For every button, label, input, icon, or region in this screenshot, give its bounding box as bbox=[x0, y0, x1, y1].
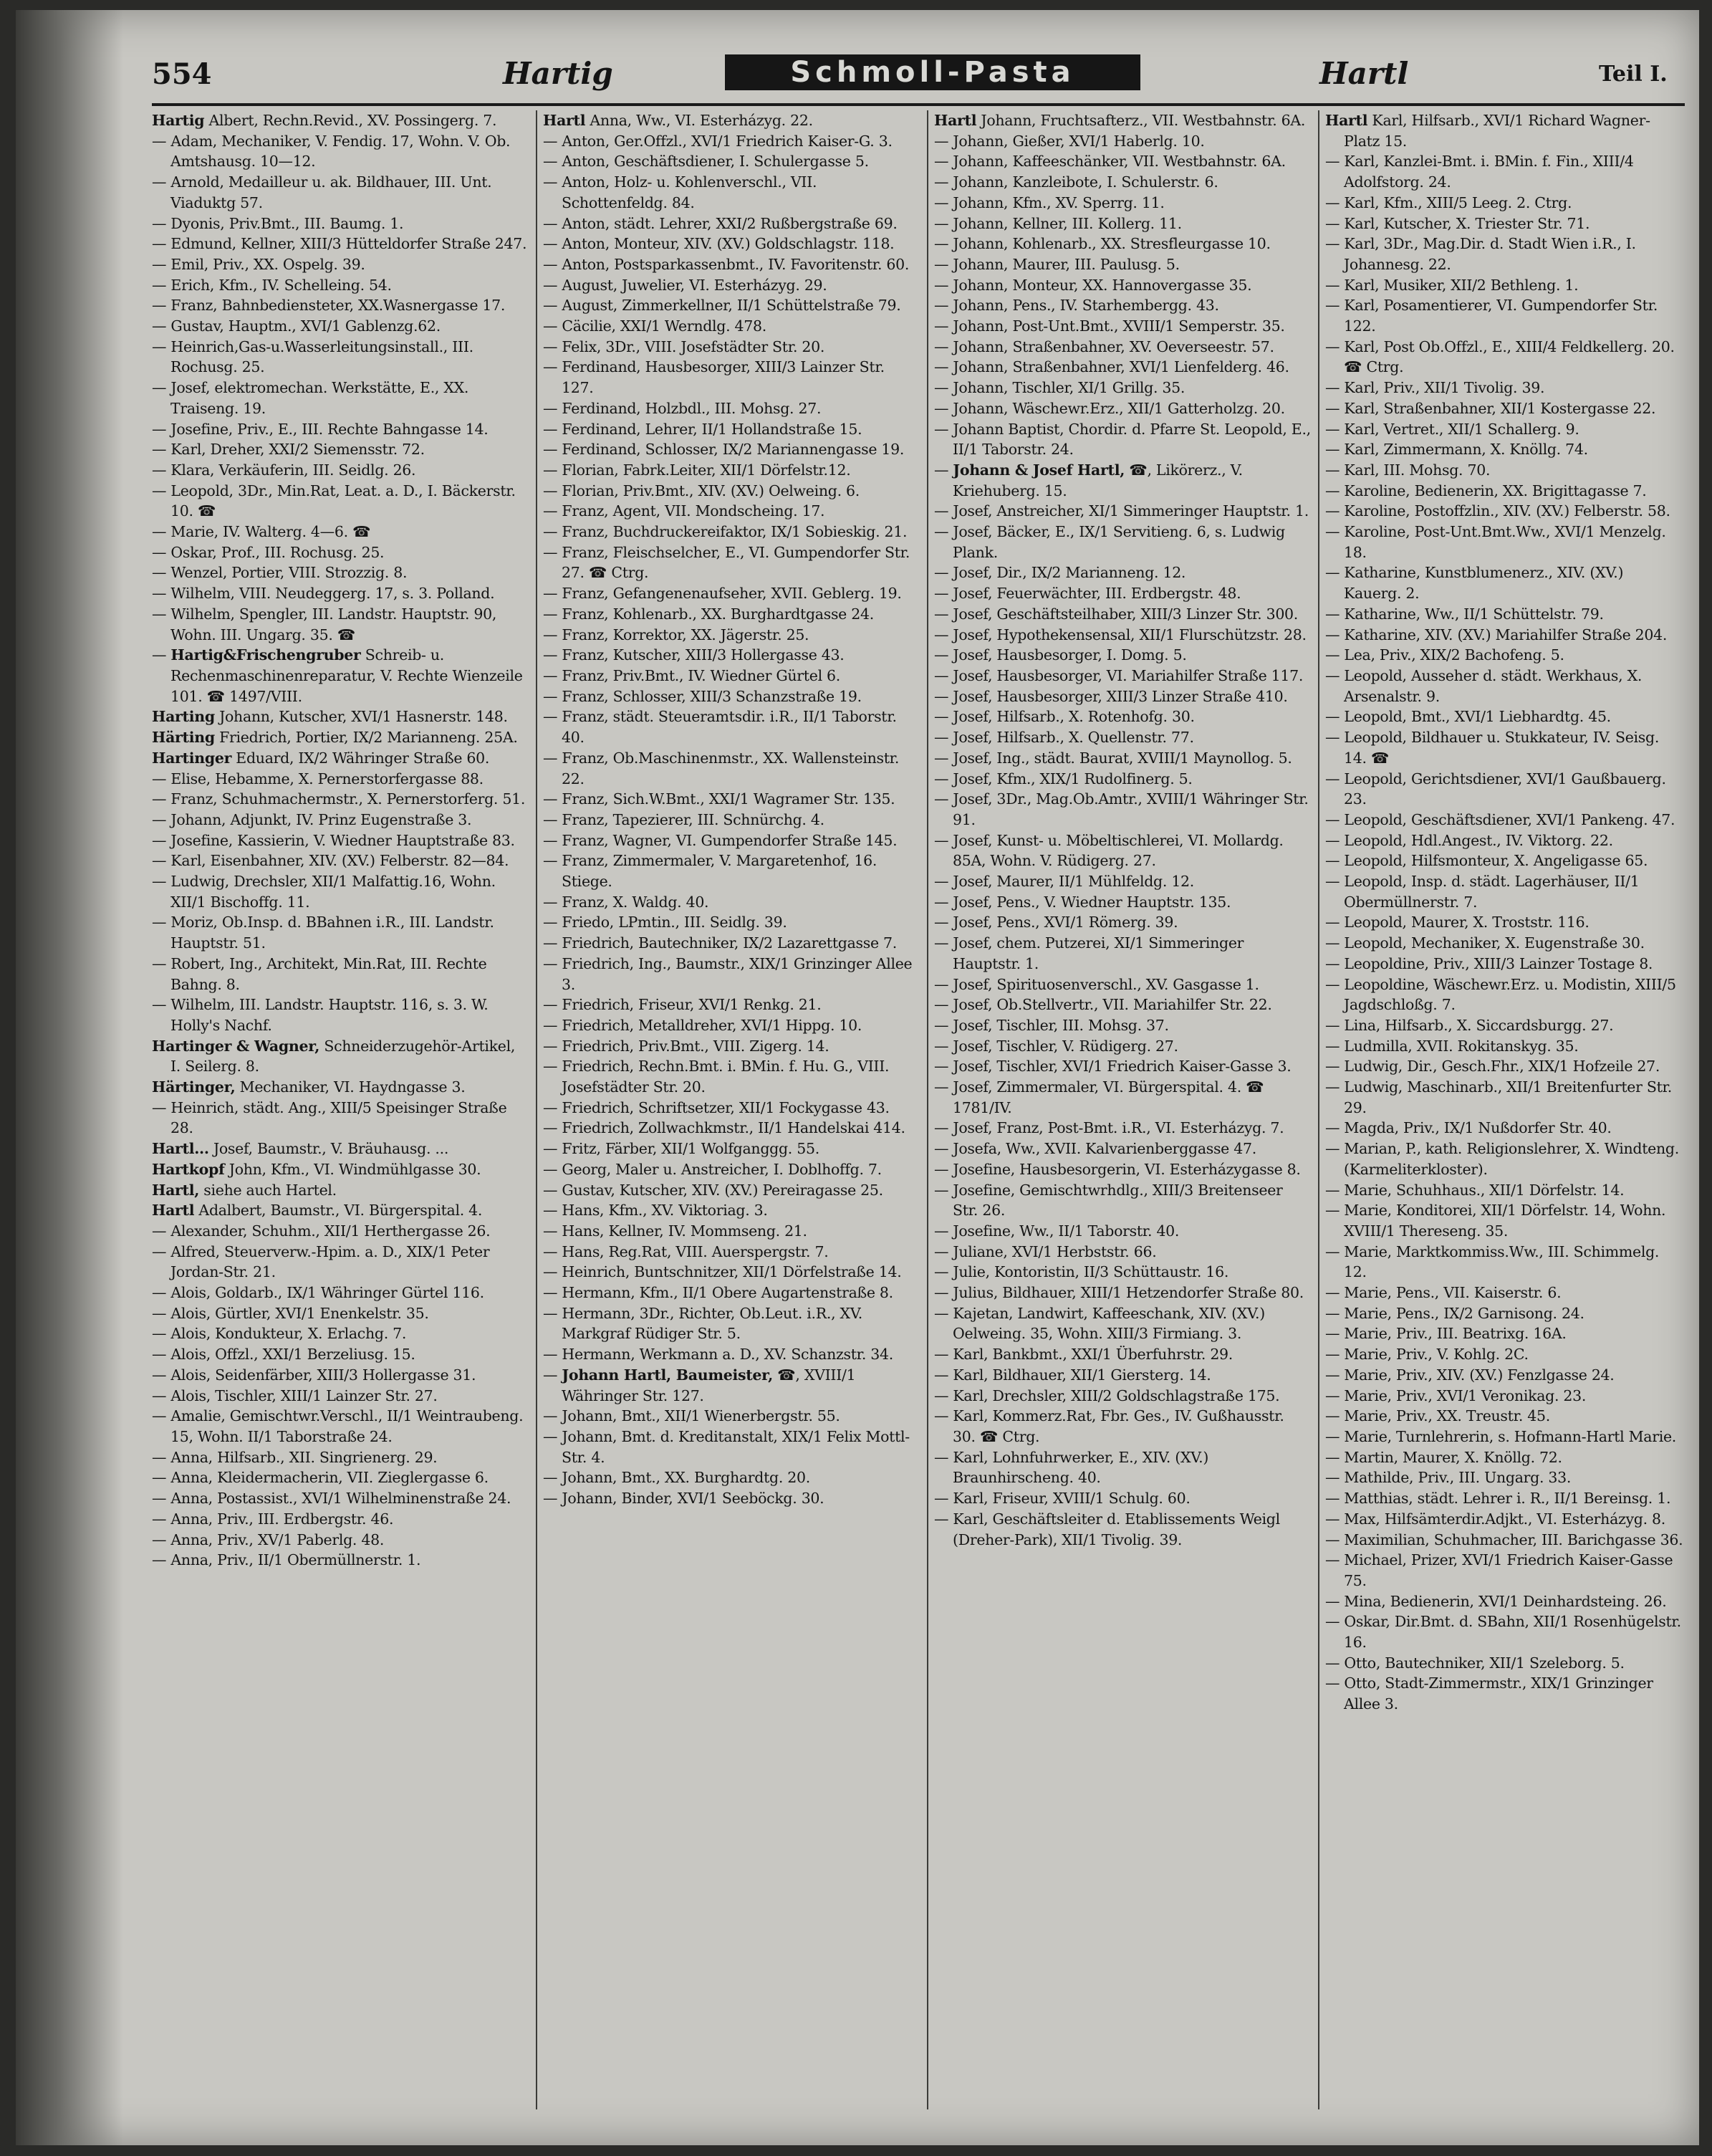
directory-entry: — Leopold, Bmt., XVI/1 Liebhardtg. 45. bbox=[1325, 708, 1611, 726]
directory-entry: — Wenzel, Portier, VIII. Strozzig. 8. bbox=[152, 564, 408, 582]
directory-entry: — Felix, 3Dr., VIII. Josefstädter Str. 20. bbox=[543, 337, 825, 355]
directory-entry: — Franz, Bahnbediensteter, XX.Wasnergasse 17. bbox=[152, 297, 506, 315]
directory-entry: — Leopoldine, Wäschewr.Erz. u. Modistin, XIII/5 Jagdschloßg. 7. bbox=[1325, 975, 1676, 1014]
directory-entry: — Johann, Monteur, XX. Hannovergasse 35. bbox=[934, 276, 1252, 294]
directory-entry: — Moriz, Ob.Insp. d. BBahnen i.R., III. Landstr. Hauptstr. 51. bbox=[152, 914, 494, 952]
directory-entry: — Josef, Hausbesorger, VI. Mariahilfer Straße 117. bbox=[934, 666, 1304, 684]
directory-entry: — Josef, Hilfsarb., X. Rotenhofg. 30. bbox=[934, 708, 1195, 726]
directory-entry: — Gustav, Kutscher, XIV. (XV.) Pereiragasse 25. bbox=[543, 1181, 883, 1199]
directory-entry: — Marie, Konditorei, XII/1 Dörfelstr. 14, Wohn. XVIII/1 Thereseng. 35. bbox=[1325, 1202, 1666, 1240]
directory-entry: — Gustav, Hauptm., XVI/1 Gablenzg.62. bbox=[152, 317, 441, 335]
directory-entry: — Josefine, Priv., E., III. Rechte Bahngasse 14. bbox=[152, 420, 489, 438]
directory-entry: — Marie, Pens., IX/2 Garnisong. 24. bbox=[1325, 1304, 1584, 1322]
directory-entry: — Johann Hartl, Baumeister, ☎, XVIII/1 Währinger Str. 127. bbox=[543, 1366, 856, 1404]
directory-entry: — Karl, Post Ob.Offzl., E., XIII/4 Feldkellerg. 20. ☎ Ctrg. bbox=[1325, 337, 1675, 376]
directory-entry: — Marie, IV. Walterg. 4—6. ☎ bbox=[152, 523, 371, 541]
directory-entry: — Anton, Holz- u. Kohlenverschl., VII. Schottenfeldg. 84. bbox=[543, 173, 817, 211]
directory-entry: — Franz, Buchdruckereifaktor, IX/1 Sobieskig. 21. bbox=[543, 523, 908, 541]
directory-entry: — Alois, Seidenfärber, XIII/3 Hollergasse 31. bbox=[152, 1366, 476, 1384]
directory-entry: — Josef, Franz, Post-Bmt. i.R., VI. Esterházyg. 7. bbox=[934, 1119, 1284, 1137]
directory-entry: Hartkopf John, Kfm., VI. Windmühlgasse 30. bbox=[152, 1160, 481, 1178]
directory-entry: — Adam, Mechaniker, V. Fendig. 17, Wohn. V. Ob. Amtshausg. 10—12. bbox=[152, 132, 511, 171]
directory-entry: Harting Johann, Kutscher, XVI/1 Hasnerstr. 148. bbox=[152, 708, 508, 726]
directory-entry: — Franz, Kutscher, XIII/3 Hollergasse 43. bbox=[543, 646, 845, 664]
directory-entry: — Martin, Maurer, X. Knöllg. 72. bbox=[1325, 1448, 1562, 1466]
directory-entry: — Josef, Pens., XVI/1 Römerg. 39. bbox=[934, 914, 1178, 931]
directory-entry: — Karl, Kfm., XIII/5 Leeg. 2. Ctrg. bbox=[1325, 193, 1572, 211]
directory-entry: — Heinrich, städt. Ang., XIII/5 Speisinger Straße 28. bbox=[152, 1098, 507, 1137]
header-right-keyword: Hartl bbox=[1319, 56, 1409, 91]
directory-entry: — Georg, Maler u. Anstreicher, I. Doblhoffg. 7. bbox=[543, 1160, 882, 1178]
directory-entry: — Friedrich, Rechn.Bmt. i. BMin. f. Hu. G., VIII. Josefstädter Str. 20. bbox=[543, 1058, 890, 1096]
directory-entry: — Franz, Priv.Bmt., IV. Wiedner Gürtel 6. bbox=[543, 666, 841, 684]
directory-entry: — Heinrich,Gas-u.Wasserleitungsinstall., III. Rochusg. 25. bbox=[152, 337, 473, 376]
directory-entry: — Matthias, städt. Lehrer i. R., II/1 Bereinsg. 1. bbox=[1325, 1490, 1671, 1508]
directory-entry: Hartl Johann, Fruchtsafterz., VII. Westbahnstr. 6A. bbox=[934, 112, 1306, 129]
directory-entry: — Johann, Bmt., XII/1 Wienerbergstr. 55. bbox=[543, 1407, 840, 1425]
directory-entry: — Edmund, Kellner, XIII/3 Hütteldorfer Straße 247. bbox=[152, 235, 527, 253]
directory-entry: — Josef, Ob.Stellvertr., VII. Mariahilfer Str. 22. bbox=[934, 996, 1272, 1014]
directory-entry: — Magda, Priv., IX/1 Nußdorfer Str. 40. bbox=[1325, 1119, 1612, 1137]
directory-entry: — Anton, städt. Lehrer, XXI/2 Rußbergstraße 69. bbox=[543, 214, 898, 232]
directory-entry: — Cäcilie, XXI/1 Werndlg. 478. bbox=[543, 317, 767, 335]
directory-entry: — Josef, Kfm., XIX/1 Rudolfinerg. 5. bbox=[934, 770, 1193, 787]
directory-entry: — Franz, Korrektor, XX. Jägerstr. 25. bbox=[543, 626, 809, 643]
column-divider bbox=[927, 110, 928, 2109]
directory-entry: — Maximilian, Schuhmacher, III. Barichgasse 36. bbox=[1325, 1530, 1683, 1548]
directory-entry: — Julius, Bildhauer, XIII/1 Hetzendorfer Straße 80. bbox=[934, 1284, 1304, 1302]
directory-entry: — Karl, Lohnfuhrwerker, E., XIV. (XV.) Braunhirscheng. 40. bbox=[934, 1448, 1209, 1487]
directory-entry: Hartinger Eduard, IX/2 Währinger Straße 60. bbox=[152, 749, 490, 767]
directory-entry: — Josef, Hilfsarb., X. Quellenstr. 77. bbox=[934, 729, 1194, 747]
directory-entry: — Johann, Straßenbahner, XV. Oeverseestr. 57. bbox=[934, 337, 1274, 355]
directory-entry: — Ferdinand, Holzbdl., III. Mohsg. 27. bbox=[543, 399, 822, 417]
directory-entry: — Karl, Friseur, XVIII/1 Schulg. 60. bbox=[934, 1490, 1191, 1508]
directory-entry: — Franz, Zimmermaler, V. Margaretenhof, 16. Stiege. bbox=[543, 852, 877, 891]
directory-entry: — Anna, Hilfsarb., XII. Singrienerg. 29. bbox=[152, 1448, 438, 1466]
directory-entry: — Johann & Josef Hartl, ☎, Likörerz., V. Kriehuberg. 15. bbox=[934, 461, 1243, 499]
directory-entry: — Alois, Goldarb., IX/1 Währinger Gürtel 116. bbox=[152, 1284, 484, 1302]
directory-entry: — Otto, Stadt-Zimmermstr., XIX/1 Grinzinger Allee 3. bbox=[1325, 1675, 1653, 1713]
directory-entry: — Marie, Priv., XVI/1 Veronikag. 23. bbox=[1325, 1386, 1587, 1404]
directory-entry: Härtinger, Mechaniker, VI. Haydngasse 3. bbox=[152, 1078, 466, 1096]
directory-entry: — Karl, Zimmermann, X. Knöllg. 74. bbox=[1325, 441, 1588, 459]
directory-page bbox=[16, 10, 1699, 2145]
directory-entry: — Ferdinand, Lehrer, II/1 Hollandstraße 15. bbox=[543, 420, 862, 438]
directory-entry: — Franz, Ob.Maschinenmstr., XX. Wallensteinstr. 22. bbox=[543, 749, 900, 787]
directory-entry: — Franz, Gefangenenaufseher, XVII. Geblerg. 19. bbox=[543, 585, 902, 603]
directory-entry: — Franz, Schuhmachermstr., X. Pernerstorferg. 51. bbox=[152, 790, 526, 808]
directory-entry: — Lea, Priv., XIX/2 Bachofeng. 5. bbox=[1325, 646, 1564, 664]
column-2 bbox=[543, 110, 920, 2109]
directory-entry: — Franz, Fleischselcher, E., VI. Gumpendorfer Str. 27. ☎ Ctrg. bbox=[543, 543, 910, 582]
directory-entry: — Karl, Kutscher, X. Triester Str. 71. bbox=[1325, 214, 1590, 232]
directory-entry: — Franz, Wagner, VI. Gumpendorfer Straße 145. bbox=[543, 831, 898, 849]
directory-entry: — Friedrich, Ing., Baumstr., XIX/1 Grinzinger Allee 3. bbox=[543, 954, 913, 993]
directory-entry: — Heinrich, Buntschnitzer, XII/1 Dörfelstraße 14. bbox=[543, 1263, 902, 1281]
directory-entry: — August, Juwelier, VI. Esterházyg. 29. bbox=[543, 276, 827, 294]
directory-entry: — Johann, Kellner, III. Kollerg. 11. bbox=[934, 214, 1182, 232]
directory-entry: — Josef, Hausbesorger, XIII/3 Linzer Straße 410. bbox=[934, 687, 1288, 705]
directory-entry: — Emil, Priv., XX. Ospelg. 39. bbox=[152, 255, 365, 273]
directory-entry: — Johann, Bmt. d. Kreditanstalt, XIX/1 Felix Mottl-Str. 4. bbox=[543, 1428, 910, 1466]
directory-entry: — Alois, Gürtler, XVI/1 Enenkelstr. 35. bbox=[152, 1304, 429, 1322]
directory-entry: — Leopold, Gerichtsdiener, XVI/1 Gaußbauerg. 23. bbox=[1325, 770, 1666, 808]
directory-entry: — Marian, P., kath. Religionslehrer, X. Windteng. (Karmeliterkloster). bbox=[1325, 1140, 1679, 1178]
directory-entry: — Ludwig, Drechsler, XII/1 Malfattig.16, Wohn. XII/1 Bischoffg. 11. bbox=[152, 873, 496, 911]
directory-entry: — Wilhelm, Spengler, III. Landstr. Hauptstr. 90, Wohn. III. Ungarg. 35. ☎ bbox=[152, 605, 497, 643]
directory-entry: — Karl, Drechsler, XIII/2 Goldschlagstraße 175. bbox=[934, 1386, 1280, 1404]
directory-entry: Hartl Karl, Hilfsarb., XVI/1 Richard Wagner-Platz 15. bbox=[1325, 112, 1650, 150]
advertisement-banner: Schmoll-Pasta bbox=[725, 54, 1140, 90]
directory-entry: — Johann, Kaffeeschänker, VII. Westbahnstr. 6A. bbox=[934, 153, 1286, 171]
directory-entry: — Friedrich, Friseur, XVI/1 Renkg. 21. bbox=[543, 996, 822, 1014]
directory-columns bbox=[152, 110, 1685, 2109]
directory-entry: — Karl, Kanzlei-Bmt. i. BMin. f. Fin., XIII/4 Adolfstorg. 24. bbox=[1325, 153, 1634, 191]
directory-entry: — Friedo, LPmtin., III. Seidlg. 39. bbox=[543, 914, 787, 931]
directory-entry: — Alois, Tischler, XIII/1 Lainzer Str. 27. bbox=[152, 1386, 438, 1404]
directory-entry: — Josef, Tischler, III. Mohsg. 37. bbox=[934, 1016, 1169, 1034]
directory-entry: — Leopold, Maurer, X. Troststr. 116. bbox=[1325, 914, 1590, 931]
directory-entry: — Josefa, Ww., XVII. Kalvarienberggasse 47. bbox=[934, 1140, 1256, 1158]
directory-entry: — Leopold, Hdl.Angest., IV. Viktorg. 22. bbox=[1325, 831, 1613, 849]
directory-entry: — Karoline, Post-Unt.Bmt.Ww., XVI/1 Menzelg. 18. bbox=[1325, 523, 1666, 561]
directory-entry: — Franz, Tapezierer, III. Schnürchg. 4. bbox=[543, 810, 824, 828]
directory-entry: — Kajetan, Landwirt, Kaffeeschank, XIV. (XV.) Oelweing. 35, Wohn. XIII/3 Firmiang. 3. bbox=[934, 1304, 1265, 1343]
directory-entry: — Ludwig, Maschinarb., XII/1 Breitenfurter Str. 29. bbox=[1325, 1078, 1672, 1116]
directory-entry: — Josef, Kunst- u. Möbeltischlerei, VI. Mollardg. 85A, Wohn. V. Rüdigerg. 27. bbox=[934, 831, 1284, 870]
directory-entry: — Karl, III. Mohsg. 70. bbox=[1325, 461, 1491, 479]
directory-entry: — Marie, Priv., III. Beatrixg. 16A. bbox=[1325, 1325, 1567, 1343]
directory-entry: — Anton, Geschäftsdiener, I. Schulergasse 5. bbox=[543, 153, 869, 171]
page-number: 554 bbox=[152, 57, 212, 91]
directory-entry: — Josef, Ing., städt. Baurat, XVIII/1 Maynollog. 5. bbox=[934, 749, 1292, 767]
directory-entry: — Johann, Pens., IV. Starhembergg. 43. bbox=[934, 297, 1219, 315]
directory-entry: — Franz, städt. Steueramtsdir. i.R., II/1 Taborstr. 40. bbox=[543, 708, 897, 747]
directory-entry: — Anna, Postassist., XVI/1 Wilhelminenstraße 24. bbox=[152, 1490, 511, 1508]
directory-entry: — Michael, Prizer, XVI/1 Friedrich Kaiser-Gasse 75. bbox=[1325, 1551, 1673, 1589]
directory-entry: — Lina, Hilfsarb., X. Siccardsburgg. 27. bbox=[1325, 1016, 1614, 1034]
page-header bbox=[152, 53, 1685, 103]
column-divider bbox=[1318, 110, 1319, 2109]
directory-entry: — Hans, Kellner, IV. Mommseng. 21. bbox=[543, 1222, 807, 1240]
directory-entry: — Karl, Priv., XII/1 Tivolig. 39. bbox=[1325, 379, 1545, 397]
directory-entry: — Leopold, 3Dr., Min.Rat, Leat. a. D., I. Bäckerstr. 10. ☎ bbox=[152, 481, 516, 520]
directory-entry: — Marie, Priv., V. Kohlg. 2C. bbox=[1325, 1346, 1529, 1364]
directory-entry: — Dyonis, Priv.Bmt., III. Baumg. 1. bbox=[152, 214, 404, 232]
directory-entry: — Josef, elektromechan. Werkstätte, E., XX. Traiseng. 19. bbox=[152, 379, 469, 417]
directory-entry: — Josef, chem. Putzerei, XI/1 Simmeringer Hauptstr. 1. bbox=[934, 934, 1244, 972]
directory-entry: — Franz, Agent, VII. Mondscheing. 17. bbox=[543, 502, 825, 520]
directory-entry: — Florian, Fabrk.Leiter, XII/1 Dörfelstr.12. bbox=[543, 461, 851, 479]
column-3 bbox=[934, 110, 1311, 2109]
directory-entry: — Juliane, XVI/1 Herbststr. 66. bbox=[934, 1242, 1157, 1260]
directory-entry: — Amalie, Gemischtwr.Verschl., II/1 Weintraubeng. 15, Wohn. II/1 Taborstraße 24. bbox=[152, 1407, 524, 1445]
directory-entry: Hartl Adalbert, Baumstr., VI. Bürgerspital. 4. bbox=[152, 1202, 483, 1220]
directory-entry: Hartl, siehe auch Hartel. bbox=[152, 1181, 337, 1199]
directory-entry: — Arnold, Medailleur u. ak. Bildhauer, III. Unt. Viaduktg 57. bbox=[152, 173, 492, 211]
directory-entry: — Johann, Adjunkt, IV. Prinz Eugenstraße 3. bbox=[152, 810, 472, 828]
directory-entry: — Marie, Pens., VII. Kaiserstr. 6. bbox=[1325, 1284, 1562, 1302]
directory-entry: — Johann Baptist, Chordir. d. Pfarre St. Leopold, E., II/1 Taborstr. 24. bbox=[934, 420, 1311, 459]
directory-entry: — Ludmilla, XVII. Rokitanskyg. 35. bbox=[1325, 1037, 1579, 1055]
directory-entry: — Alexander, Schuhm., XII/1 Herthergasse 26. bbox=[152, 1222, 491, 1240]
directory-entry: — Fritz, Färber, XII/1 Wolfganggg. 55. bbox=[543, 1140, 819, 1158]
column-4 bbox=[1325, 110, 1683, 2109]
directory-entry: — Josef, Hypothekensensal, XII/1 Flurschützstr. 28. bbox=[934, 626, 1307, 643]
header-rule bbox=[152, 103, 1685, 106]
directory-entry: — Karl, Bildhauer, XII/1 Giersterg. 14. bbox=[934, 1366, 1211, 1384]
directory-entry: — Josef, Geschäftsteilhaber, XIII/3 Linzer Str. 300. bbox=[934, 605, 1299, 623]
directory-entry: — Johann, Bmt., XX. Burghardtg. 20. bbox=[543, 1469, 810, 1487]
directory-entry: — Mathilde, Priv., III. Ungarg. 33. bbox=[1325, 1469, 1572, 1487]
directory-entry: — Johann, Gießer, XVI/1 Haberlg. 10. bbox=[934, 132, 1205, 150]
directory-entry: — Robert, Ing., Architekt, Min.Rat, III. Rechte Bahng. 8. bbox=[152, 954, 487, 993]
directory-entry: — Josef, Dir., IX/2 Marianneng. 12. bbox=[934, 564, 1186, 582]
directory-entry: — Anna, Priv., III. Erdbergstr. 46. bbox=[152, 1510, 394, 1528]
directory-entry: — Josef, Hausbesorger, I. Domg. 5. bbox=[934, 646, 1187, 664]
directory-entry: Hartig Albert, Rechn.Revid., XV. Possingerg. 7. bbox=[152, 112, 497, 129]
directory-entry: Hartinger & Wagner, Schneiderzugehör-Artikel, I. Seilerg. 8. bbox=[152, 1037, 516, 1075]
directory-entry: — Alois, Offzl., XXI/1 Berzeliusg. 15. bbox=[152, 1346, 415, 1364]
directory-entry: — Karl, 3Dr., Mag.Dir. d. Stadt Wien i.R., I. Johannesg. 22. bbox=[1325, 235, 1636, 273]
directory-entry: — Hermann, 3Dr., Richter, Ob.Leut. i.R., XV. Markgraf Rüdiger Str. 5. bbox=[543, 1304, 862, 1343]
directory-entry: — Erich, Kfm., IV. Schelleing. 54. bbox=[152, 276, 392, 294]
directory-entry: — Hermann, Kfm., II/1 Obere Augartenstraße 8. bbox=[543, 1284, 893, 1302]
directory-entry: — Oskar, Dir.Bmt. d. SBahn, XII/1 Rosenhügelstr. 16. bbox=[1325, 1613, 1681, 1652]
directory-entry: — Karl, Posamentierer, VI. Gumpendorfer Str. 122. bbox=[1325, 297, 1658, 335]
directory-entry: — Johann, Kohlenarb., XX. Stresfleurgasse 10. bbox=[934, 235, 1271, 253]
directory-entry: — Alfred, Steuerverw.-Hpim. a. D., XIX/1 Peter Jordan-Str. 21. bbox=[152, 1242, 490, 1281]
directory-entry: — Friedrich, Priv.Bmt., VIII. Zigerg. 14. bbox=[543, 1037, 829, 1055]
directory-entry: — Johann, Binder, XVI/1 Seeböckg. 30. bbox=[543, 1490, 824, 1508]
directory-entry: — Max, Hilfsämterdir.Adjkt., VI. Esterházyg. 8. bbox=[1325, 1510, 1665, 1528]
directory-entry: — Leopold, Mechaniker, X. Eugenstraße 30. bbox=[1325, 934, 1645, 952]
header-part: Teil I. bbox=[1599, 62, 1668, 87]
directory-entry: — Josefine, Gemischtwrhdlg., XIII/3 Breitenseer Str. 26. bbox=[934, 1181, 1283, 1220]
directory-entry: — Johann, Tischler, XI/1 Grillg. 35. bbox=[934, 379, 1186, 397]
directory-entry: — Karl, Eisenbahner, XIV. (XV.) Felberstr. 82—84. bbox=[152, 852, 509, 870]
directory-entry: — Karl, Dreher, XXI/2 Siemensstr. 72. bbox=[152, 441, 425, 459]
directory-entry: — Johann, Kfm., XV. Sperrg. 11. bbox=[934, 193, 1165, 211]
directory-entry: — Hans, Reg.Rat, VIII. Auerspergstr. 7. bbox=[543, 1242, 829, 1260]
directory-entry: — Josef, Pens., V. Wiedner Hauptstr. 135. bbox=[934, 893, 1231, 911]
directory-entry: — Leopold, Insp. d. städt. Lagerhäuser, II/1 Obermüllnerstr. 7. bbox=[1325, 873, 1640, 911]
directory-entry: — August, Zimmerkellner, II/1 Schüttelstraße 79. bbox=[543, 297, 901, 315]
directory-entry: — Katharine, XIV. (XV.) Mariahilfer Straße 204. bbox=[1325, 626, 1668, 643]
directory-entry: — Franz, X. Waldg. 40. bbox=[543, 893, 709, 911]
directory-entry: — Hans, Kfm., XV. Viktoriag. 3. bbox=[543, 1202, 768, 1220]
directory-entry: — Josef, Bäcker, E., IX/1 Servitieng. 6, s. Ludwig Plank. bbox=[934, 523, 1285, 561]
directory-entry: — Friedrich, Bautechniker, IX/2 Lazarettgasse 7. bbox=[543, 934, 897, 952]
directory-entry: — Anton, Ger.Offzl., XVI/1 Friedrich Kaiser-G. 3. bbox=[543, 132, 893, 150]
directory-entry: — Johann, Straßenbahner, XVI/1 Lienfelderg. 46. bbox=[934, 358, 1289, 376]
directory-entry: — Anna, Priv., II/1 Obermüllnerstr. 1. bbox=[152, 1551, 421, 1569]
directory-entry: — Mina, Bedienerin, XVI/1 Deinhardsteing. 26. bbox=[1325, 1592, 1667, 1610]
directory-entry: — Josef, Maurer, II/1 Mühlfeldg. 12. bbox=[934, 873, 1195, 891]
directory-entry: — Johann, Kanzleibote, I. Schulerstr. 6. bbox=[934, 173, 1218, 191]
directory-entry: — Karoline, Postoffzlin., XIV. (XV.) Felberstr. 58. bbox=[1325, 502, 1670, 520]
directory-entry: — Julie, Kontoristin, II/3 Schüttaustr. 16. bbox=[934, 1263, 1229, 1281]
directory-entry: — Wilhelm, III. Landstr. Hauptstr. 116, s. 3. W. Holly's Nachf. bbox=[152, 996, 489, 1034]
directory-entry: — Josef, Tischler, XVI/1 Friedrich Kaiser-Gasse 3. bbox=[934, 1058, 1292, 1075]
directory-entry: — Josef, Spirituosenverschl., XV. Gasgasse 1. bbox=[934, 975, 1259, 993]
directory-entry: — Marie, Turnlehrerin, s. Hofmann-Hartl Marie. bbox=[1325, 1428, 1677, 1445]
directory-entry: — Anton, Postsparkassenbmt., IV. Favoritenstr. 60. bbox=[543, 255, 910, 273]
directory-entry: — Franz, Sich.W.Bmt., XXI/1 Wagramer Str. 135. bbox=[543, 790, 895, 808]
directory-entry: — Karoline, Bedienerin, XX. Brigittagasse 7. bbox=[1325, 481, 1647, 499]
directory-entry: — Johann, Post-Unt.Bmt., XVIII/1 Semperstr. 35. bbox=[934, 317, 1285, 335]
directory-entry: — Josef, Zimmermaler, VI. Bürgerspital. 4. ☎ 1781/IV. bbox=[934, 1078, 1264, 1116]
directory-entry: — Ludwig, Dir., Gesch.Fhr., XIX/1 Hofzeile 27. bbox=[1325, 1058, 1660, 1075]
directory-entry: — Leopold, Ausseher d. städt. Werkhaus, X. Arsenalstr. 9. bbox=[1325, 666, 1643, 705]
directory-entry: — Karl, Bankbmt., XXI/1 Überfuhrstr. 29. bbox=[934, 1346, 1233, 1364]
directory-entry: — Friedrich, Zollwachkmstr., II/1 Handelskai 414. bbox=[543, 1119, 905, 1137]
directory-entry: — Katharine, Kunstblumenerz., XIV. (XV.) Kauerg. 2. bbox=[1325, 564, 1624, 603]
directory-entry: — Marie, Priv., XIV. (XV.) Fenzlgasse 24. bbox=[1325, 1366, 1615, 1384]
directory-entry: — Josef, Anstreicher, XI/1 Simmeringer Hauptstr. 1. bbox=[934, 502, 1309, 520]
directory-entry: — Josef, Feuerwächter, III. Erdbergstr. 48. bbox=[934, 585, 1241, 603]
directory-entry: — Florian, Priv.Bmt., XIV. (XV.) Oelweing. 6. bbox=[543, 481, 860, 499]
directory-entry: — Friedrich, Schriftsetzer, XII/1 Fockygasse 43. bbox=[543, 1098, 890, 1116]
directory-entry: Härting Friedrich, Portier, IX/2 Marianneng. 25A. bbox=[152, 729, 518, 747]
directory-entry: — Josef, Tischler, V. Rüdigerg. 27. bbox=[934, 1037, 1178, 1055]
directory-entry: Hartl Anna, Ww., VI. Esterházyg. 22. bbox=[543, 112, 813, 129]
directory-entry: — Hartig&Frischengruber Schreib- u. Rechenmaschinenreparatur, V. Rechte Wienzeile 101. ☎ 1497/VIII. bbox=[152, 646, 523, 705]
column-divider bbox=[536, 110, 537, 2109]
directory-entry: — Karl, Kommerz.Rat, Fbr. Ges., IV. Gußhausstr. 30. ☎ Ctrg. bbox=[934, 1407, 1284, 1445]
directory-entry: — Josefine, Ww., II/1 Taborstr. 40. bbox=[934, 1222, 1180, 1240]
directory-entry: — Johann, Maurer, III. Paulusg. 5. bbox=[934, 255, 1180, 273]
directory-entry: — Katharine, Ww., II/1 Schüttelstr. 79. bbox=[1325, 605, 1604, 623]
directory-entry: — Hermann, Werkmann a. D., XV. Schanzstr. 34. bbox=[543, 1346, 894, 1364]
directory-entry: — Josef, 3Dr., Mag.Ob.Amtr., XVIII/1 Währinger Str. 91. bbox=[934, 790, 1309, 828]
directory-entry: — Karl, Straßenbahner, XII/1 Kostergasse 22. bbox=[1325, 399, 1656, 417]
column-1 bbox=[152, 110, 529, 2109]
directory-entry: — Elise, Hebamme, X. Pernerstorfergasse 88. bbox=[152, 770, 484, 787]
directory-entry: — Karl, Geschäftsleiter d. Etablissements Weigl (Dreher-Park), XII/1 Tivolig. 39. bbox=[934, 1510, 1280, 1548]
directory-entry: — Johann, Wäschewr.Erz., XII/1 Gatterholzg. 20. bbox=[934, 399, 1285, 417]
directory-entry: — Franz, Kohlenarb., XX. Burghardtgasse 24. bbox=[543, 605, 874, 623]
directory-entry: — Franz, Schlosser, XIII/3 Schanzstraße 19. bbox=[543, 687, 862, 705]
directory-entry: — Marie, Marktkommiss.Ww., III. Schimmelg. 12. bbox=[1325, 1242, 1660, 1281]
directory-entry: — Leopold, Hilfsmonteur, X. Angeligasse 65. bbox=[1325, 852, 1648, 870]
directory-entry: — Karl, Musiker, XII/2 Bethleng. 1. bbox=[1325, 276, 1579, 294]
directory-entry: Hartl... Josef, Baumstr., V. Bräuhausg. ... bbox=[152, 1140, 449, 1158]
directory-entry: — Ferdinand, Hausbesorger, XIII/3 Lainzer Str. 127. bbox=[543, 358, 885, 397]
directory-entry: — Karl, Vertret., XII/1 Schallerg. 9. bbox=[1325, 420, 1579, 438]
directory-entry: — Leopold, Bildhauer u. Stukkateur, IV. Seisg. 14. ☎ bbox=[1325, 729, 1660, 767]
directory-entry: — Anna, Priv., XV/1 Paberlg. 48. bbox=[152, 1530, 385, 1548]
directory-entry: — Klara, Verkäuferin, III. Seidlg. 26. bbox=[152, 461, 416, 479]
directory-entry: — Anna, Kleidermacherin, VII. Zieglergasse 6. bbox=[152, 1469, 489, 1487]
directory-entry: — Josefine, Kassierin, V. Wiedner Hauptstraße 83. bbox=[152, 831, 515, 849]
directory-entry: — Leopoldine, Priv., XIII/3 Lainzer Tostage 8. bbox=[1325, 954, 1653, 972]
directory-entry: — Oskar, Prof., III. Rochusg. 25. bbox=[152, 543, 385, 561]
directory-entry: — Josefine, Hausbesorgerin, VI. Esterházygasse 8. bbox=[934, 1160, 1301, 1178]
directory-entry: — Ferdinand, Schlosser, IX/2 Mariannengasse 19. bbox=[543, 441, 905, 459]
directory-entry: — Friedrich, Metalldreher, XVI/1 Hippg. 10. bbox=[543, 1016, 862, 1034]
directory-entry: — Anton, Monteur, XIV. (XV.) Goldschlagstr. 118. bbox=[543, 235, 895, 253]
directory-entry: — Marie, Schuhhaus., XII/1 Dörfelstr. 14. bbox=[1325, 1181, 1625, 1199]
directory-entry: — Wilhelm, VIII. Neudeggerg. 17, s. 3. Polland. bbox=[152, 585, 495, 603]
directory-entry: — Alois, Kondukteur, X. Erlachg. 7. bbox=[152, 1325, 407, 1343]
binding-shadow bbox=[16, 10, 123, 2145]
directory-entry: — Marie, Priv., XX. Treustr. 45. bbox=[1325, 1407, 1550, 1425]
directory-entry: — Otto, Bautechniker, XII/1 Szeleborg. 5. bbox=[1325, 1654, 1625, 1672]
directory-entry: — Leopold, Geschäftsdiener, XVI/1 Pankeng. 47. bbox=[1325, 810, 1675, 828]
header-left-keyword: Hartig bbox=[503, 56, 613, 91]
